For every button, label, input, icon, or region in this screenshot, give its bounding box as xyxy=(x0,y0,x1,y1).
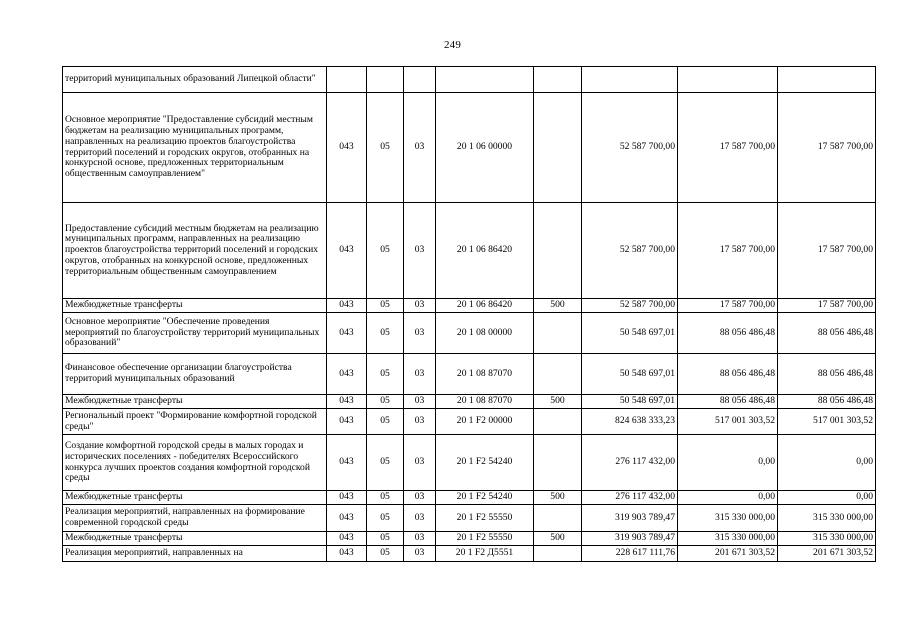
row-sum3-cell: 315 330 000,00 xyxy=(778,532,876,546)
row-pr-cell xyxy=(404,67,436,93)
table-row xyxy=(63,546,876,562)
row-name-cell: Реализация мероприятий, направленных на xyxy=(63,546,327,562)
table-row xyxy=(63,313,876,354)
row-sum2-cell xyxy=(678,67,778,93)
row-rz-cell: 05 xyxy=(367,532,404,546)
row-csr-cell: 20 1 06 86420 xyxy=(436,203,534,299)
row-csr-cell: 20 1 F2 55550 xyxy=(436,532,534,546)
row-vr-cell xyxy=(534,409,582,435)
row-rz-cell: 05 xyxy=(367,354,404,395)
row-pr-cell: 03 xyxy=(404,313,436,354)
row-sum1-cell: 52 587 700,00 xyxy=(582,299,678,313)
row-sum1-cell: 50 548 697,01 xyxy=(582,395,678,409)
row-gr-cell: 043 xyxy=(327,546,367,562)
row-gr-cell: 043 xyxy=(327,93,367,203)
row-sum2-cell: 17 587 700,00 xyxy=(678,299,778,313)
row-sum3-cell: 315 330 000,00 xyxy=(778,505,876,532)
row-pr-cell: 03 xyxy=(404,532,436,546)
row-sum2-cell: 17 587 700,00 xyxy=(678,93,778,203)
row-csr-cell: 20 1 08 87070 xyxy=(436,354,534,395)
row-vr-cell xyxy=(534,93,582,203)
row-pr-cell: 03 xyxy=(404,395,436,409)
row-vr-cell xyxy=(534,546,582,562)
row-csr-cell: 20 1 08 87070 xyxy=(436,395,534,409)
table-row xyxy=(63,491,876,505)
row-sum1-cell: 276 117 432,00 xyxy=(582,491,678,505)
table-row xyxy=(63,395,876,409)
row-pr-cell: 03 xyxy=(404,93,436,203)
row-vr-cell: 500 xyxy=(534,299,582,313)
row-sum1-cell: 52 587 700,00 xyxy=(582,93,678,203)
row-sum1-cell xyxy=(582,67,678,93)
row-name-cell: Межбюджетные трансферты xyxy=(63,299,327,313)
row-sum2-cell: 88 056 486,48 xyxy=(678,313,778,354)
row-sum1-cell: 50 548 697,01 xyxy=(582,354,678,395)
row-rz-cell: 05 xyxy=(367,313,404,354)
row-name-cell: Основное мероприятие "Обеспечение проведения мероприятий по благоустройству территорий муниципальных образований" xyxy=(63,313,327,354)
row-sum2-cell: 517 001 303,52 xyxy=(678,409,778,435)
row-gr-cell: 043 xyxy=(327,491,367,505)
page-number: 249 xyxy=(443,39,462,51)
row-vr-cell: 500 xyxy=(534,532,582,546)
row-sum3-cell: 88 056 486,48 xyxy=(778,354,876,395)
row-sum2-cell: 17 587 700,00 xyxy=(678,203,778,299)
table-row xyxy=(63,67,876,93)
row-csr-cell: 20 1 F2 Д5551 xyxy=(436,546,534,562)
row-sum1-cell: 52 587 700,00 xyxy=(582,203,678,299)
row-gr-cell: 043 xyxy=(327,203,367,299)
row-pr-cell: 03 xyxy=(404,546,436,562)
row-rz-cell: 05 xyxy=(367,395,404,409)
row-sum2-cell: 0,00 xyxy=(678,491,778,505)
table-row xyxy=(63,409,876,435)
row-csr-cell: 20 1 06 86420 xyxy=(436,299,534,313)
row-sum3-cell: 201 671 303,52 xyxy=(778,546,876,562)
row-gr-cell: 043 xyxy=(327,409,367,435)
row-gr-cell: 043 xyxy=(327,313,367,354)
row-gr-cell: 043 xyxy=(327,532,367,546)
row-vr-cell: 500 xyxy=(534,395,582,409)
row-name-cell: Финансовое обеспечение организации благоустройства территорий муниципальных образований xyxy=(63,354,327,395)
row-name-cell: территорий муниципальных образований Липецкой области" xyxy=(63,67,327,93)
row-sum1-cell: 228 617 111,76 xyxy=(582,546,678,562)
row-csr-cell: 20 1 08 00000 xyxy=(436,313,534,354)
row-pr-cell: 03 xyxy=(404,203,436,299)
row-sum1-cell: 824 638 333,23 xyxy=(582,409,678,435)
row-gr-cell: 043 xyxy=(327,435,367,491)
row-pr-cell: 03 xyxy=(404,354,436,395)
row-name-cell: Межбюджетные трансферты xyxy=(63,395,327,409)
table-row xyxy=(63,354,876,395)
row-pr-cell: 03 xyxy=(404,299,436,313)
row-pr-cell: 03 xyxy=(404,409,436,435)
row-name-cell: Межбюджетные трансферты xyxy=(63,532,327,546)
row-vr-cell xyxy=(534,313,582,354)
row-sum2-cell: 88 056 486,48 xyxy=(678,354,778,395)
table-row xyxy=(63,299,876,313)
row-rz-cell: 05 xyxy=(367,505,404,532)
row-sum3-cell: 88 056 486,48 xyxy=(778,395,876,409)
table-row xyxy=(63,203,876,299)
row-csr-cell: 20 1 F2 00000 xyxy=(436,409,534,435)
row-sum1-cell: 319 903 789,47 xyxy=(582,505,678,532)
row-pr-cell: 03 xyxy=(404,491,436,505)
row-sum3-cell: 17 587 700,00 xyxy=(778,93,876,203)
row-vr-cell xyxy=(534,435,582,491)
row-vr-cell: 500 xyxy=(534,491,582,505)
row-csr-cell: 20 1 F2 54240 xyxy=(436,435,534,491)
row-sum2-cell: 0,00 xyxy=(678,435,778,491)
budget-table xyxy=(62,66,876,562)
row-sum2-cell: 88 056 486,48 xyxy=(678,395,778,409)
table-row xyxy=(63,532,876,546)
row-rz-cell: 05 xyxy=(367,491,404,505)
row-rz-cell: 05 xyxy=(367,203,404,299)
table-row xyxy=(63,93,876,203)
row-csr-cell: 20 1 F2 55550 xyxy=(436,505,534,532)
row-rz-cell: 05 xyxy=(367,409,404,435)
row-vr-cell xyxy=(534,505,582,532)
row-rz-cell: 05 xyxy=(367,299,404,313)
row-pr-cell: 03 xyxy=(404,505,436,532)
row-sum1-cell: 276 117 432,00 xyxy=(582,435,678,491)
row-csr-cell: 20 1 F2 54240 xyxy=(436,491,534,505)
row-sum1-cell: 50 548 697,01 xyxy=(582,313,678,354)
row-sum3-cell: 88 056 486,48 xyxy=(778,313,876,354)
row-sum2-cell: 315 330 000,00 xyxy=(678,505,778,532)
row-csr-cell xyxy=(436,67,534,93)
row-csr-cell: 20 1 06 00000 xyxy=(436,93,534,203)
row-gr-cell: 043 xyxy=(327,354,367,395)
row-name-cell: Межбюджетные трансферты xyxy=(63,491,327,505)
table-row xyxy=(63,435,876,491)
row-pr-cell: 03 xyxy=(404,435,436,491)
row-name-cell: Региональный проект "Формирование комфортной городской среды" xyxy=(63,409,327,435)
row-sum3-cell: 17 587 700,00 xyxy=(778,203,876,299)
row-name-cell: Предоставление субсидий местным бюджетам на реализацию муниципальных программ, направленных на реализацию проектов благоустройства территорий поселений и городских округов, отобранных на конкурсной основе, предложенных территориальным общественным самоуправлением xyxy=(63,203,327,299)
row-name-cell: Основное мероприятие "Предоставление субсидий местным бюджетам на реализацию муниципальных программ, направленных на реализацию проектов благоустройства территорий поселений и городских округов, отобранных на конкурсной основе, предложенных территориальным общественным самоуправлением" xyxy=(63,93,327,203)
row-sum3-cell xyxy=(778,67,876,93)
row-name-cell: Реализация мероприятий, направленных на формирование современной городской среды xyxy=(63,505,327,532)
row-sum1-cell: 319 903 789,47 xyxy=(582,532,678,546)
row-sum3-cell: 0,00 xyxy=(778,491,876,505)
row-rz-cell: 05 xyxy=(367,435,404,491)
row-name-cell: Создание комфортной городской среды в малых городах и исторических поселениях - победителях Всероссийского конкурса лучших проектов создания комфортной городской среды xyxy=(63,435,327,491)
row-rz-cell: 05 xyxy=(367,93,404,203)
row-sum2-cell: 201 671 303,52 xyxy=(678,546,778,562)
table-body xyxy=(63,67,876,562)
row-rz-cell: 05 xyxy=(367,546,404,562)
row-vr-cell xyxy=(534,203,582,299)
row-vr-cell xyxy=(534,354,582,395)
table-row xyxy=(63,505,876,532)
row-gr-cell: 043 xyxy=(327,505,367,532)
row-gr-cell: 043 xyxy=(327,299,367,313)
row-gr-cell: 043 xyxy=(327,395,367,409)
row-sum3-cell: 17 587 700,00 xyxy=(778,299,876,313)
row-sum3-cell: 517 001 303,52 xyxy=(778,409,876,435)
row-sum2-cell: 315 330 000,00 xyxy=(678,532,778,546)
row-vr-cell xyxy=(534,67,582,93)
row-sum3-cell: 0,00 xyxy=(778,435,876,491)
row-gr-cell xyxy=(327,67,367,93)
row-rz-cell xyxy=(367,67,404,93)
